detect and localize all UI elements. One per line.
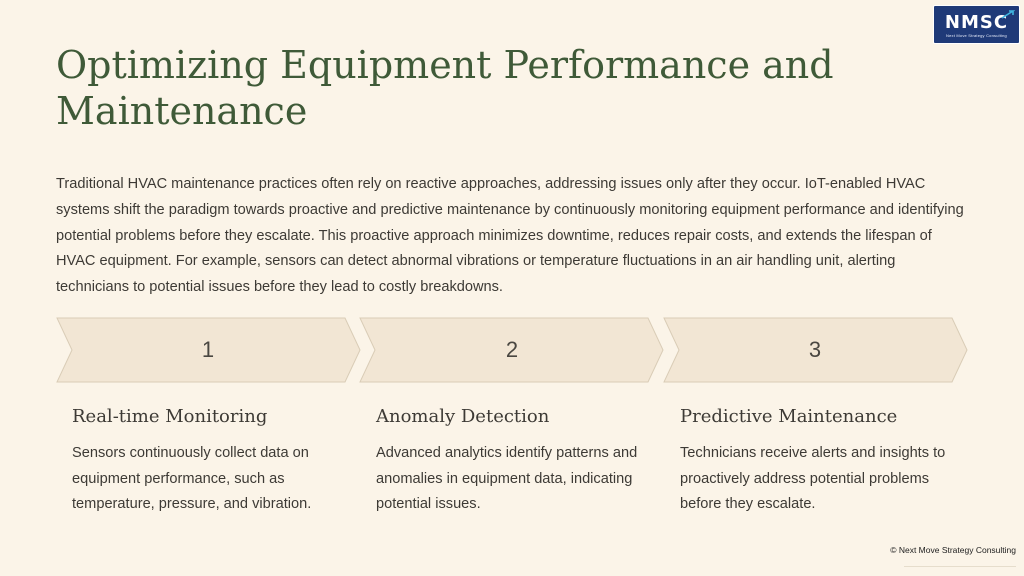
step-2-heading: Anomaly Detection bbox=[376, 406, 550, 427]
step-2-text: Advanced analytics identify patterns and anomalies in equipment data, indicating potential issues. bbox=[376, 445, 638, 512]
step-1-number: 1 bbox=[201, 337, 215, 362]
step-3-column bbox=[680, 404, 950, 518]
footer-copyright: © Next Move Strategy Consulting bbox=[890, 545, 1016, 555]
logo-text: NMSC bbox=[944, 12, 1009, 33]
footer-divider bbox=[904, 566, 1016, 567]
intro-paragraph: Traditional HVAC maintenance practices often rely on reactive approaches, addressing issues only after they occur. IoT-enabled HVAC systems shift the paradigm towards proactive and predictive maintenance by continuously monitoring equipment performance and identifying potential problems before they escalate. This proactive approach minimizes downtime, reduces repair costs, and extends the lifespan of HVAC equipment. For example, sensors can detect abnormal vibrations or temperature fluctuations in an air handling unit, alerting technicians to potential issues before they lead to costly breakdowns. bbox=[56, 176, 964, 296]
step-1-text: Sensors continuously collect data on equipment performance, such as temperature, pressure, and vibration. bbox=[72, 445, 312, 512]
process-steps bbox=[56, 317, 971, 383]
step-3-text: Technicians receive alerts and insights to proactively address potential problems before they escalate. bbox=[680, 445, 946, 512]
step-2-column bbox=[376, 404, 646, 518]
logo-subtitle: Next Move Strategy Consulting bbox=[946, 33, 1007, 38]
step-1-column bbox=[72, 404, 342, 518]
arrow-icon bbox=[1001, 9, 1015, 19]
page-title: Optimizing Equipment Performance and Maintenance bbox=[56, 43, 834, 133]
step-3-number: 3 bbox=[808, 337, 822, 362]
nmsc-logo bbox=[933, 5, 1020, 44]
step-3-heading: Predictive Maintenance bbox=[680, 406, 898, 427]
step-2-number: 2 bbox=[505, 337, 519, 362]
step-1-heading: Real-time Monitoring bbox=[72, 406, 268, 427]
